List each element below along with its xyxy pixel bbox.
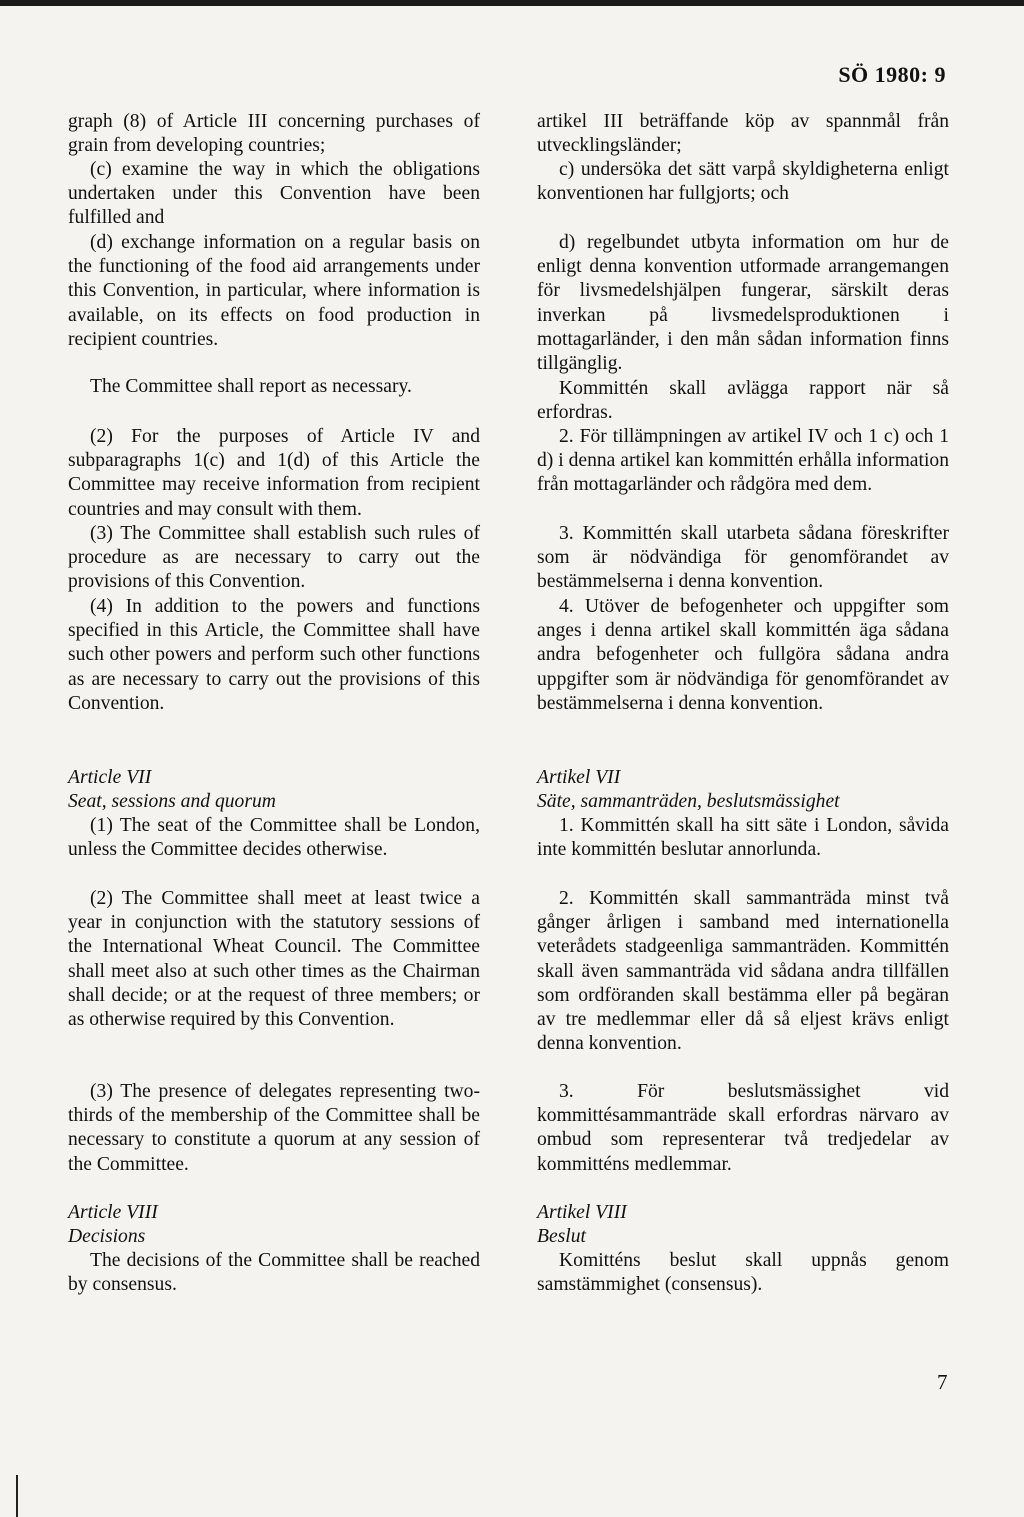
article-heading: Artikel VII: [537, 767, 621, 788]
paragraph: The decisions of the Committee shall be reached by consensus.: [68, 1250, 480, 1296]
paragraph: (4) In addition to the powers and functions specified in this Article, the Committee shall have such other powers and perform such other functions as are necessary to carry out the provisions of this Convention.: [68, 596, 480, 714]
article-subheading: Beslut: [537, 1226, 586, 1247]
paragraph: c) undersöka det sätt varpå skyldigheterna enligt konventionen har fullgjorts; och: [537, 159, 949, 205]
paragraph: 1. Kommittén skall ha sitt säte i London, såvida inte kommittén beslutar annorlunda.: [537, 815, 949, 861]
article-heading: Article VII: [68, 767, 152, 788]
paragraph: 3. Kommittén skall utarbeta sådana föreskrifter som är nödvändiga för genomförandet av bestämmelserna i denna konvention.: [537, 523, 949, 593]
paragraph: (1) The seat of the Committee shall be London, unless the Committee decides otherwise.: [68, 815, 480, 861]
paragraph: (d) exchange information on a regular basis on the functioning of the food aid arrangements under this Convention, in particular, where information is available, on its effects on food production in recipient countries.: [68, 232, 480, 350]
paragraph: (3) The Committee shall establish such rules of procedure as are necessary to carry out the provisions of this Convention.: [68, 523, 480, 593]
article-heading: Artikel VIII: [537, 1202, 627, 1223]
paragraph: (c) examine the way in which the obligations undertaken under this Convention have been fulfilled and: [68, 159, 480, 229]
paragraph: 4. Utöver de befogenheter och uppgifter som anges i denna artikel skall kommittén äga sådana andra befogenheter och fullgöra sådana andra uppgifter som är nödvändiga för genomförandet av bestämmelserna i denna konvention.: [537, 596, 949, 714]
margin-rule: [16, 1475, 18, 1517]
paragraph: 3. För beslutsmässighet vid kommittésammanträde skall erfordras närvaro av ombud som representerar två tredjedelar av kommitténs medlemmar.: [537, 1081, 949, 1175]
paragraph: 2. Kommittén skall sammanträda minst två gånger årligen i samband med internationella veterådets stadgeenliga sammanträden. Kommittén skall även sammanträda vid sådana andra tillfällen som ordföranden skall bestämma eller på begäran av tre medlemmar eller då så eljest krävs enligt denna konvention.: [537, 888, 949, 1055]
paragraph: artikel III beträffande köp av spannmål från utvecklingsländer;: [537, 111, 949, 157]
paragraph: (3) The presence of delegates representing two-thirds of the membership of the Committee shall be necessary to constitute a quorum at any session of the Committee.: [68, 1081, 480, 1175]
paragraph: Komitténs beslut skall uppnås genom samstämmighet (consensus).: [537, 1250, 949, 1296]
article-subheading: Seat, sessions and quorum: [68, 791, 276, 812]
paragraph: The Committee shall report as necessary.: [90, 376, 412, 397]
article-subheading: Decisions: [68, 1226, 146, 1247]
paragraph: (2) For the purposes of Article IV and subparagraphs 1(c) and 1(d) of this Article the Committee may receive information from recipient countries and may consult with them.: [68, 426, 480, 520]
paragraph: d) regelbundet utbyta information om hur de enligt denna konvention utformade arrangemangen för livsmedelshjälpen fungerar, särskilt deras inverkan på livsmedelsproduktionen i mottagarländer, i den mån sådan information finns tillgänglig.: [537, 232, 949, 375]
paragraph: graph (8) of Article III concerning purchases of grain from developing countries;: [68, 111, 480, 157]
paragraph: 2. För tillämpningen av artikel IV och 1 c) och 1 d) i denna artikel kan kommittén erhålla information från mottagarländer och rådgöra med dem.: [537, 426, 949, 496]
page-number: 7: [937, 1370, 948, 1394]
paragraph: Kommittén skall avlägga rapport när så erfordras.: [537, 378, 949, 424]
page-header: SÖ 1980: 9: [838, 62, 946, 87]
top-rule: [0, 0, 1024, 6]
article-heading: Article VIII: [68, 1202, 158, 1223]
article-subheading: Säte, sammanträden, beslutsmässighet: [537, 791, 840, 812]
paragraph: (2) The Committee shall meet at least twice a year in conjunction with the statutory sessions of the International Wheat Council. The Committee shall meet also at such other times as the Chairman shall decide; or at the request of three members; or as otherwise required by this Convention.: [68, 888, 480, 1031]
